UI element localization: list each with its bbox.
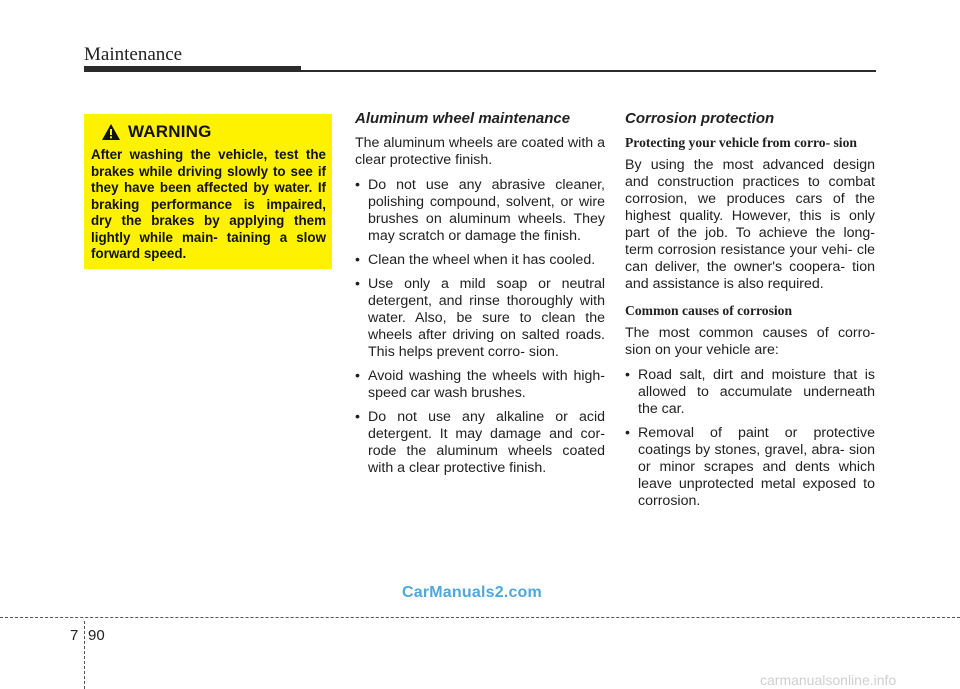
warning-triangle-icon xyxy=(101,123,121,141)
bullet-dot: • xyxy=(355,177,360,193)
warning-title: WARNING xyxy=(128,122,212,141)
warning-text: After washing the vehicle, test the brakes while driving slowly to see if they have been affected by water. If braking performance is impaired, dry the brakes by applying them lightly while main- taining a slow forward speed. xyxy=(91,147,326,261)
corrosion-section-title: Corrosion protection xyxy=(625,110,775,127)
bullet-dot: • xyxy=(355,409,360,425)
list-item-text: Clean the wheel when it has cooled. xyxy=(368,252,596,268)
aluminum-section-title: Aluminum wheel maintenance xyxy=(355,110,571,127)
list-item-text: Road salt, dirt and moisture that is allowed to accumulate underneath the car. xyxy=(638,367,875,417)
aluminum-wheel-section xyxy=(355,110,605,484)
footer-divider xyxy=(0,617,960,618)
list-item-text: Removal of paint or protective coatings by stones, gravel, abra- sion or minor scrapes and dents which leave unprotected metal exposed to corrosion. xyxy=(638,425,875,509)
corrosion-bullet-list xyxy=(625,367,875,510)
bottom-watermark: carmanualsonline.info xyxy=(760,672,897,688)
bullet-dot: • xyxy=(625,425,630,441)
list-item xyxy=(355,276,605,361)
list-item xyxy=(625,367,875,418)
bullet-dot: • xyxy=(355,368,360,384)
warning-box xyxy=(84,114,332,269)
corrosion-protection-section xyxy=(625,110,875,517)
page-number: 90 xyxy=(88,627,105,644)
aluminum-bullet-list xyxy=(355,177,605,477)
list-item-text: Use only a mild soap or neutral detergent, and rinse thoroughly with water. Also, be sure to clean the wheels after driving on salted roads. This helps prevent corro- sion. xyxy=(368,276,605,360)
corrosion-subheading-causes: Common causes of corrosion xyxy=(625,303,793,318)
corrosion-paragraph-2: The most common causes of corro- sion on your vehicle are: xyxy=(625,325,875,358)
bullet-dot: • xyxy=(355,276,360,292)
watermark-link[interactable]: CarManuals2.com xyxy=(402,584,542,601)
bullet-dot: • xyxy=(625,367,630,383)
header-rule-thin xyxy=(84,70,876,72)
list-item xyxy=(355,368,605,402)
aluminum-intro: The aluminum wheels are coated with a clear protective finish. xyxy=(355,135,605,168)
bullet-dot: • xyxy=(355,252,360,268)
list-item xyxy=(355,252,605,269)
list-item-text: Do not use any alkaline or acid detergent. It may damage and cor- rode the aluminum wheels coated with a clear protective finish. xyxy=(368,409,605,476)
chapter-number: 7 xyxy=(70,627,79,644)
list-item xyxy=(625,425,875,510)
corrosion-paragraph-1: By using the most advanced design and construction practices to combat corrosion, we produces cars of the highest quality. However, this is only part of the job. To achieve the long- term corrosion resistance your vehi- cle can deliver, the owner's coopera- tion and assistance is also required. xyxy=(625,157,875,292)
corrosion-subheading-protecting: Protecting your vehicle from corro- sion xyxy=(625,135,857,150)
list-item-text: Avoid washing the wheels with high-speed car wash brushes. xyxy=(368,368,605,401)
list-item-text: Do not use any abrasive cleaner, polishing compound, solvent, or wire brushes on aluminum wheels. They may scratch or damage the finish. xyxy=(368,177,605,244)
list-item xyxy=(355,177,605,245)
list-item xyxy=(355,409,605,477)
footer-vertical-divider xyxy=(84,621,85,689)
warning-header xyxy=(101,122,326,142)
page-header-title: Maintenance xyxy=(84,44,183,65)
